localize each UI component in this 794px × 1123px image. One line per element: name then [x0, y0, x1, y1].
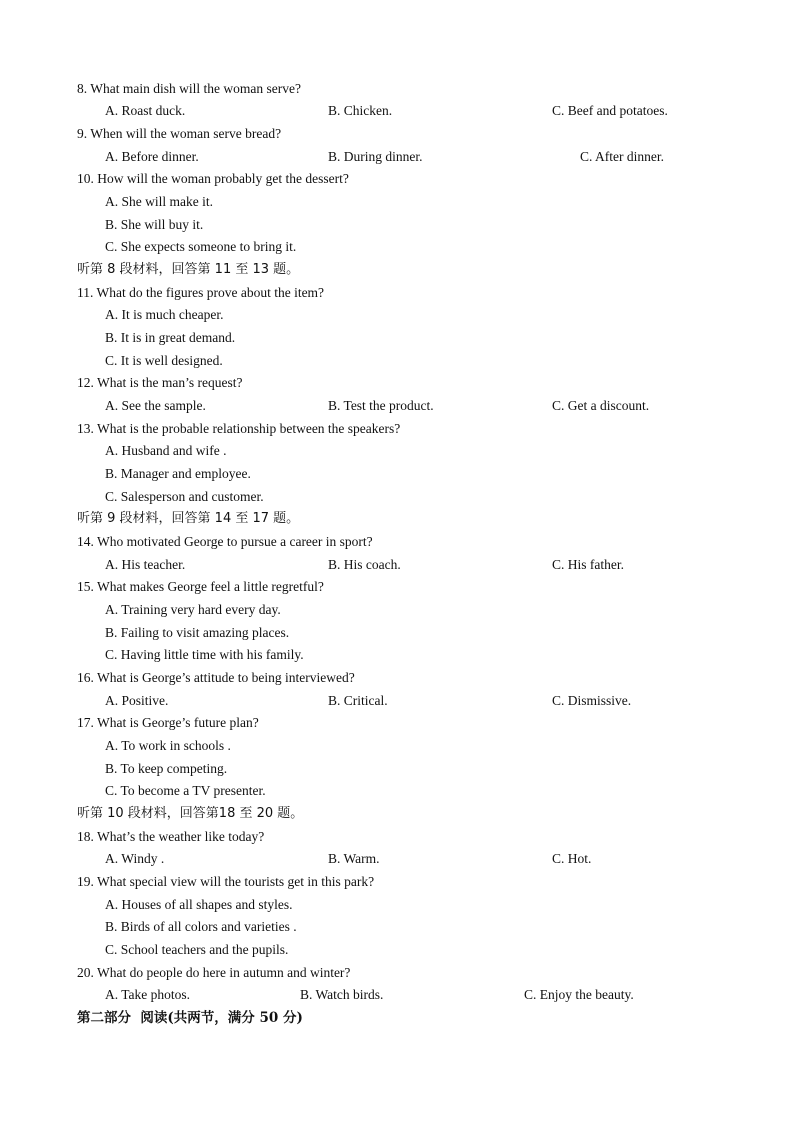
- q19-option-c: C. School teachers and the pupils.: [105, 942, 289, 957]
- q14-option-a: A. His teacher.: [105, 557, 186, 572]
- q15-option-b: B. Failing to visit amazing places.: [105, 625, 290, 640]
- q19-option-b: B. Birds of all colors and varieties .: [105, 919, 297, 934]
- q10-option-a: A. She will make it.: [105, 194, 213, 209]
- q9-option-a: A. Before dinner.: [105, 149, 199, 164]
- q17-option-a: A. To work in schools .: [105, 738, 231, 753]
- question-20-stem: 20. What do people do here in autumn and winter?: [77, 965, 351, 980]
- question-19-stem: 19. What special view will the tourists get in this park?: [77, 874, 375, 889]
- question-13-stem: 13. What is the probable relationship between the speakers?: [77, 421, 401, 436]
- question-17-stem: 17. What is George’s future plan?: [77, 715, 259, 730]
- q8-option-c: C. Beef and potatoes.: [552, 103, 668, 118]
- q9-option-b: B. During dinner.: [328, 149, 423, 164]
- section-9-heading: 听第 9 段材料，回答第 14 至 17 题。: [77, 511, 300, 526]
- q18-option-b: B. Warm.: [328, 851, 380, 866]
- q16-option-c: C. Dismissive.: [552, 693, 632, 708]
- question-10-stem: 10. How will the woman probably get the dessert?: [77, 171, 349, 186]
- question-15-stem: 15. What makes George feel a little regretful?: [77, 579, 324, 594]
- q15-option-c: C. Having little time with his family.: [105, 647, 304, 662]
- q13-option-c: C. Salesperson and customer.: [105, 489, 264, 504]
- q17-option-b: B. To keep competing.: [105, 761, 228, 776]
- section-10-heading: 听第 10 段材料，回答第18 至 20 题。: [77, 806, 304, 821]
- q12-option-a: A. See the sample.: [105, 398, 206, 413]
- q15-option-a: A. Training very hard every day.: [105, 602, 281, 617]
- question-12-stem: 12. What is the man’s request?: [77, 375, 243, 390]
- q16-option-b: B. Critical.: [328, 693, 388, 708]
- question-11-stem: 11. What do the figures prove about the item?: [77, 285, 325, 300]
- q8-option-a: A. Roast duck.: [105, 103, 186, 118]
- q18-option-c: C. Hot.: [552, 851, 592, 866]
- q19-option-a: A. Houses of all shapes and styles.: [105, 897, 293, 912]
- q10-option-c: C. She expects someone to bring it.: [105, 239, 297, 254]
- section-8-heading: 听第 8 段材料，回答第 11 至 13 题。: [77, 262, 300, 277]
- q13-option-a: A. Husband and wife .: [105, 443, 227, 458]
- q20-option-a: A. Take photos.: [105, 987, 191, 1002]
- q11-option-c: C. It is well designed.: [105, 353, 223, 368]
- part-two-heading: 第二部分 阅读(共两节，满分 50 分): [77, 1010, 303, 1026]
- q9-option-c: C. After dinner.: [580, 149, 664, 164]
- q11-option-b: B. It is in great demand.: [105, 330, 236, 345]
- q8-option-b: B. Chicken.: [328, 103, 393, 118]
- q12-option-b: B. Test the product.: [328, 398, 434, 413]
- question-18-stem: 18. What’s the weather like today?: [77, 829, 265, 844]
- q16-option-a: A. Positive.: [105, 693, 169, 708]
- q12-option-c: C. Get a discount.: [552, 398, 650, 413]
- q18-option-a: A. Windy .: [105, 851, 165, 866]
- q14-option-b: B. His coach.: [328, 557, 401, 572]
- question-16-stem: 16. What is George’s attitude to being interviewed?: [77, 670, 355, 685]
- q11-option-a: A. It is much cheaper.: [105, 307, 224, 322]
- q17-option-c: C. To become a TV presenter.: [105, 783, 266, 798]
- q20-option-b: B. Watch birds.: [300, 987, 384, 1002]
- q14-option-c: C. His father.: [552, 557, 624, 572]
- question-8-stem: 8. What main dish will the woman serve?: [77, 81, 301, 96]
- q20-option-c: C. Enjoy the beauty.: [524, 987, 634, 1002]
- question-14-stem: 14. Who motivated George to pursue a career in sport?: [77, 534, 373, 549]
- q13-option-b: B. Manager and employee.: [105, 466, 251, 481]
- question-9-stem: 9. When will the woman serve bread?: [77, 126, 282, 141]
- q10-option-b: B. She will buy it.: [105, 217, 204, 232]
